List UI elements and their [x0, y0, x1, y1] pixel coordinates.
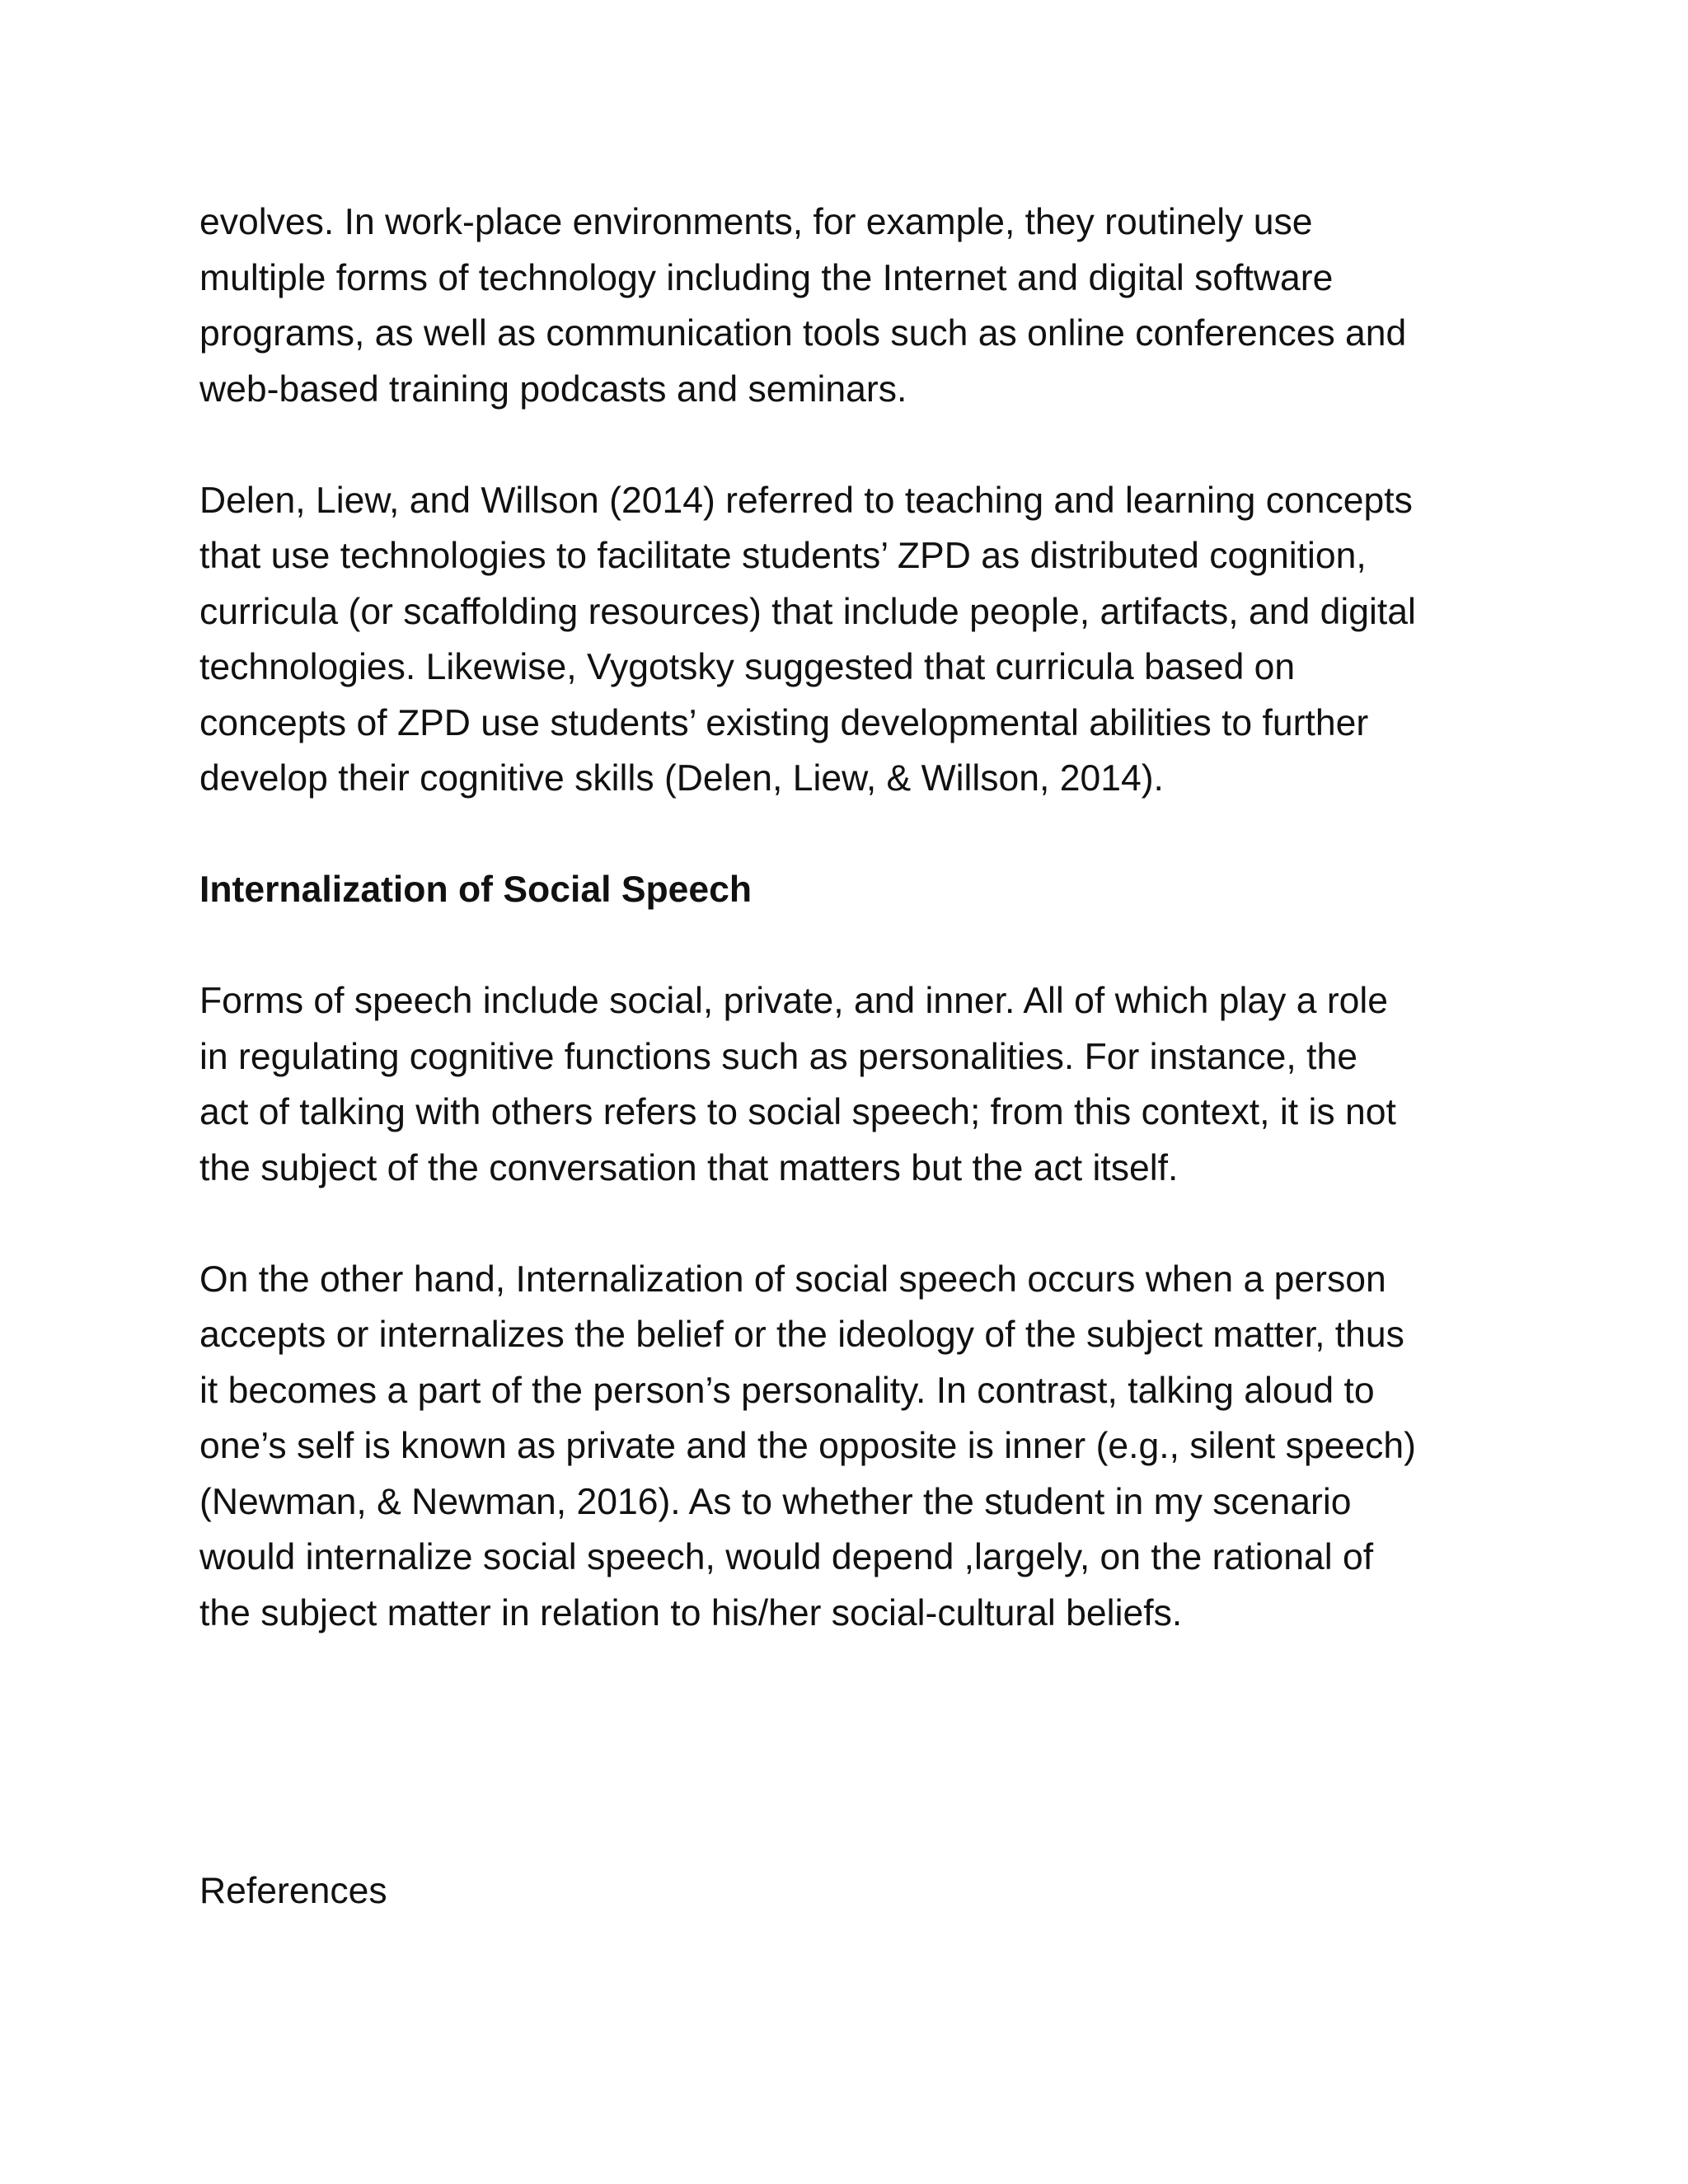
- text-line: would internalize social speech, would depend ,largely, on the rational of: [199, 1537, 1374, 1577]
- text-line: the subject matter in relation to his/her social-cultural beliefs.: [199, 1592, 1183, 1633]
- paragraph-workplace-technology: [199, 194, 1493, 417]
- paragraph-spacer: [199, 918, 1493, 974]
- text-line: develop their cognitive skills (Delen, Liew, & Willson, 2014).: [199, 758, 1164, 799]
- text-line: web-based training podcasts and seminars.: [199, 368, 907, 410]
- text-line: the subject of the conversation that matters but the act itself.: [199, 1147, 1179, 1188]
- text-line: Forms of speech include social, private, and inner. All of which play a role: [199, 981, 1389, 1021]
- text-line: act of talking with others refers to social speech; from this context, it is not: [199, 1092, 1396, 1132]
- text-line: one’s self is known as private and the opposite is inner (e.g., silent speech): [199, 1426, 1416, 1466]
- text-line: concepts of ZPD use students’ existing developmental abilities to further: [199, 702, 1369, 743]
- text-line: Delen, Liew, and Willson (2014) referred to teaching and learning concepts: [199, 480, 1413, 521]
- text-line: evolves. In work-place environments, for example, they routinely use: [199, 202, 1313, 242]
- text-line: accepts or internalizes the belief or the ideology of the subject matter, thus: [199, 1315, 1404, 1355]
- text-line: that use technologies to facilitate students’ ZPD as distributed cognition,: [199, 536, 1367, 576]
- text-line: programs, as well as communication tools such as online conferences and: [199, 313, 1407, 354]
- text-line: multiple forms of technology including the Internet and digital software: [199, 257, 1334, 298]
- text-line: curricula (or scaffolding resources) that include people, artifacts, and digital: [199, 591, 1416, 632]
- text-line: in regulating cognitive functions such as personalities. For instance, the: [199, 1036, 1358, 1077]
- text-line: it becomes a part of the person’s personality. In contrast, talking aloud to: [199, 1370, 1375, 1411]
- paragraph-spacer: [199, 1196, 1493, 1252]
- section-heading: Internalization of Social Speech: [199, 869, 753, 910]
- paragraph-internalization: [199, 1252, 1493, 1642]
- document-body: [199, 194, 1493, 1919]
- paragraph-forms-of-speech: [199, 973, 1493, 1196]
- text-line: On the other hand, Internalization of social speech occurs when a person: [199, 1258, 1386, 1300]
- references-label: References: [199, 1871, 387, 1911]
- text-line: (Newman, & Newman, 2016). As to whether the student in my scenario: [199, 1481, 1352, 1522]
- paragraph-spacer: [199, 807, 1493, 863]
- paragraph-spacer: [199, 417, 1493, 473]
- text-line: technologies. Likewise, Vygotsky suggested that curricula based on: [199, 647, 1296, 687]
- section-spacer: [199, 1641, 1493, 1863]
- paragraph-distributed-cognition: [199, 473, 1493, 807]
